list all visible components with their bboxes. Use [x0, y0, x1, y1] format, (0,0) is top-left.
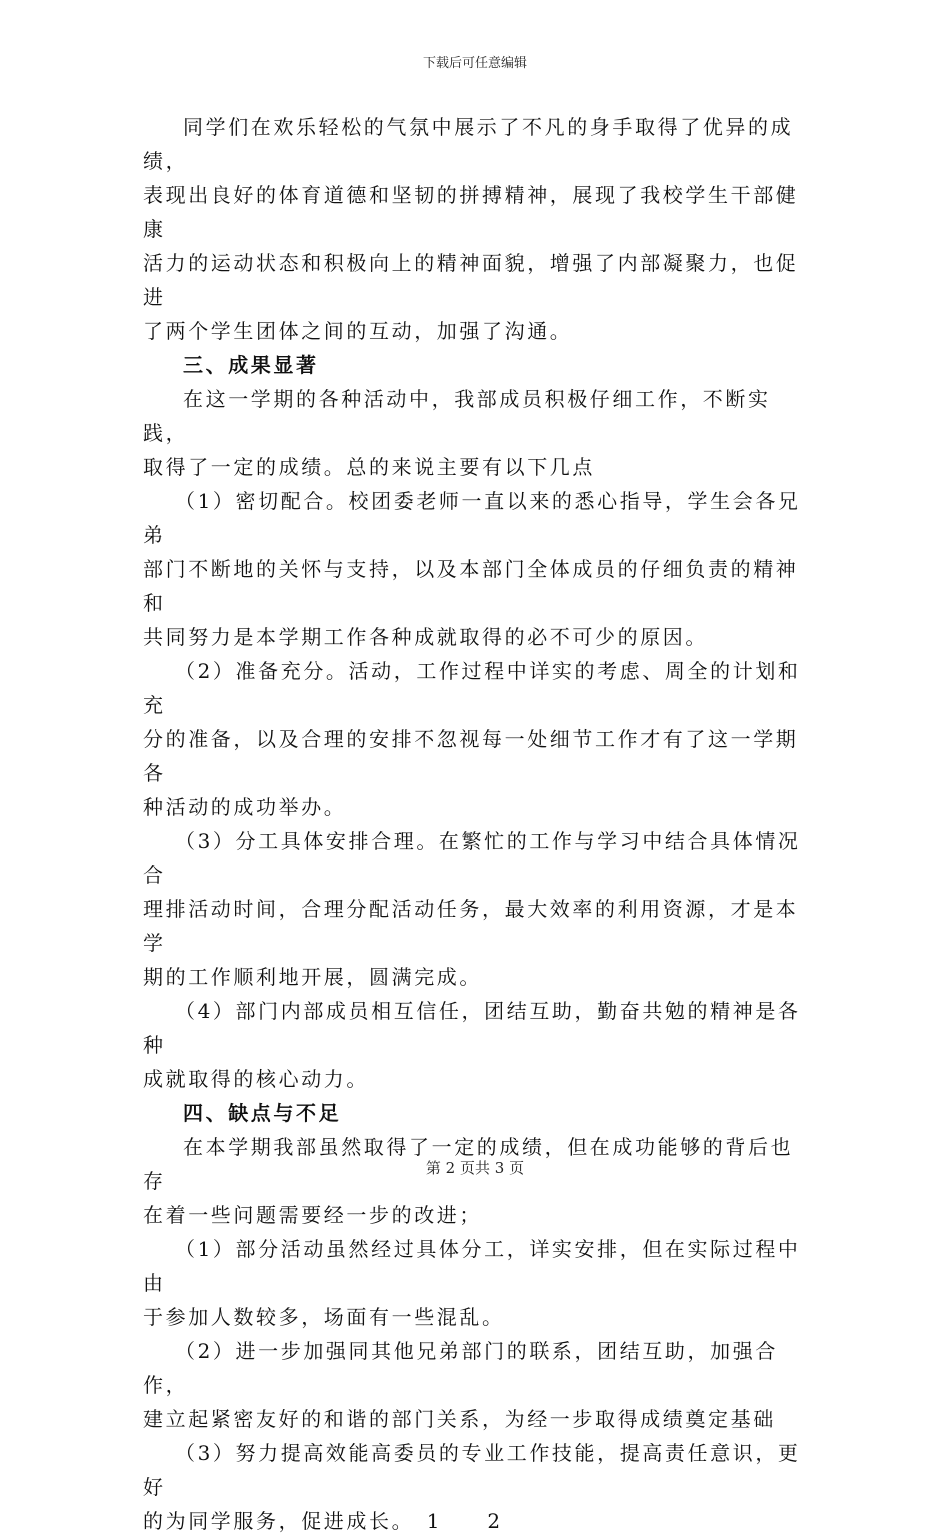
page-footer: 第 2 页共 3 页: [425, 1159, 525, 1177]
list-item: [143, 824, 813, 994]
text-line: 在这一学期的各种活动中，我部成员积极仔细工作，不断实践，: [143, 387, 771, 445]
text-line: 分的准备，以及合理的安排不忽视每一处细节工作才有了这一学期各: [143, 727, 799, 785]
text-line: 种活动的成功举办。: [143, 795, 347, 819]
text-line: （2）准备充分。活动，工作过程中详实的考虑、周全的计划和充: [143, 659, 801, 717]
list-item: [143, 1334, 813, 1436]
text-line: （3）分工具体安排合理。在繁忙的工作与学习中结合具体情况合: [143, 829, 801, 887]
text-line: 期的工作顺利地开展，圆满完成。: [143, 965, 482, 989]
text-line: 了两个学生团体之间的互动，加强了沟通。: [143, 319, 573, 343]
text-line: 建立起紧密友好的和谐的部门关系，为经一步取得成绩奠定基础: [143, 1407, 776, 1431]
list-item: [143, 1232, 813, 1334]
text-line: 取得了一定的成绩。总的来说主要有以下几点: [143, 455, 595, 479]
text-line: 在着一些问题需要经一步的改进；: [143, 1203, 482, 1227]
paragraph-intro: [143, 110, 813, 348]
list-item: [143, 1436, 813, 1538]
text-line: 的为同学服务，促进成长。 1 2: [143, 1509, 503, 1533]
text-line: 表现出良好的体育道德和坚韧的拼搏精神，展现了我校学生干部健康: [143, 183, 799, 241]
list-item: [143, 484, 813, 654]
text-line: 理排活动时间，合理分配活动任务，最大效率的利用资源，才是本学: [143, 897, 799, 955]
text-line: （1）部分活动虽然经过具体分工，详实安排，但在实际过程中由: [143, 1237, 801, 1295]
section-heading-shortcomings: 四、缺点与不足: [183, 1101, 342, 1125]
page-header: 下载后可任意编辑: [422, 56, 527, 71]
text-line: （1）密切配合。校团委老师一直以来的悉心指导，学生会各兄弟: [143, 489, 801, 547]
text-line: 共同努力是本学期工作各种成就取得的必不可少的原因。: [143, 625, 708, 649]
text-line: 部门不断地的关怀与支持，以及本部门全体成员的仔细负责的精神和: [143, 557, 799, 615]
list-item: [143, 654, 813, 824]
text-line: 活力的运动状态和积极向上的精神面貌，增强了内部凝聚力，也促进: [143, 251, 799, 309]
document-body: [143, 110, 813, 1538]
text-line: （2）进一步加强同其他兄弟部门的联系，团结互助，加强合作，: [143, 1339, 778, 1397]
text-line: （3）努力提高效能高委员的专业工作技能，提高责任意识，更好: [143, 1441, 801, 1499]
section-heading-results: 三、成果显著: [183, 353, 319, 377]
paragraph-shortcomings-intro: [143, 1130, 813, 1232]
text-line: 成就取得的核心动力。: [143, 1067, 369, 1091]
paragraph-results-intro: [143, 382, 813, 484]
list-item: [143, 994, 813, 1096]
text-line: （4）部门内部成员相互信任，团结互助，勤奋共勉的精神是各种: [143, 999, 801, 1057]
text-line: 同学们在欢乐轻松的气氛中展示了不凡的身手取得了优异的成绩，: [143, 115, 794, 173]
text-line: 于参加人数较多，场面有一些混乱。: [143, 1305, 505, 1329]
text-line: 在本学期我部虽然取得了一定的成绩，但在成功能够的背后也存: [143, 1135, 794, 1193]
